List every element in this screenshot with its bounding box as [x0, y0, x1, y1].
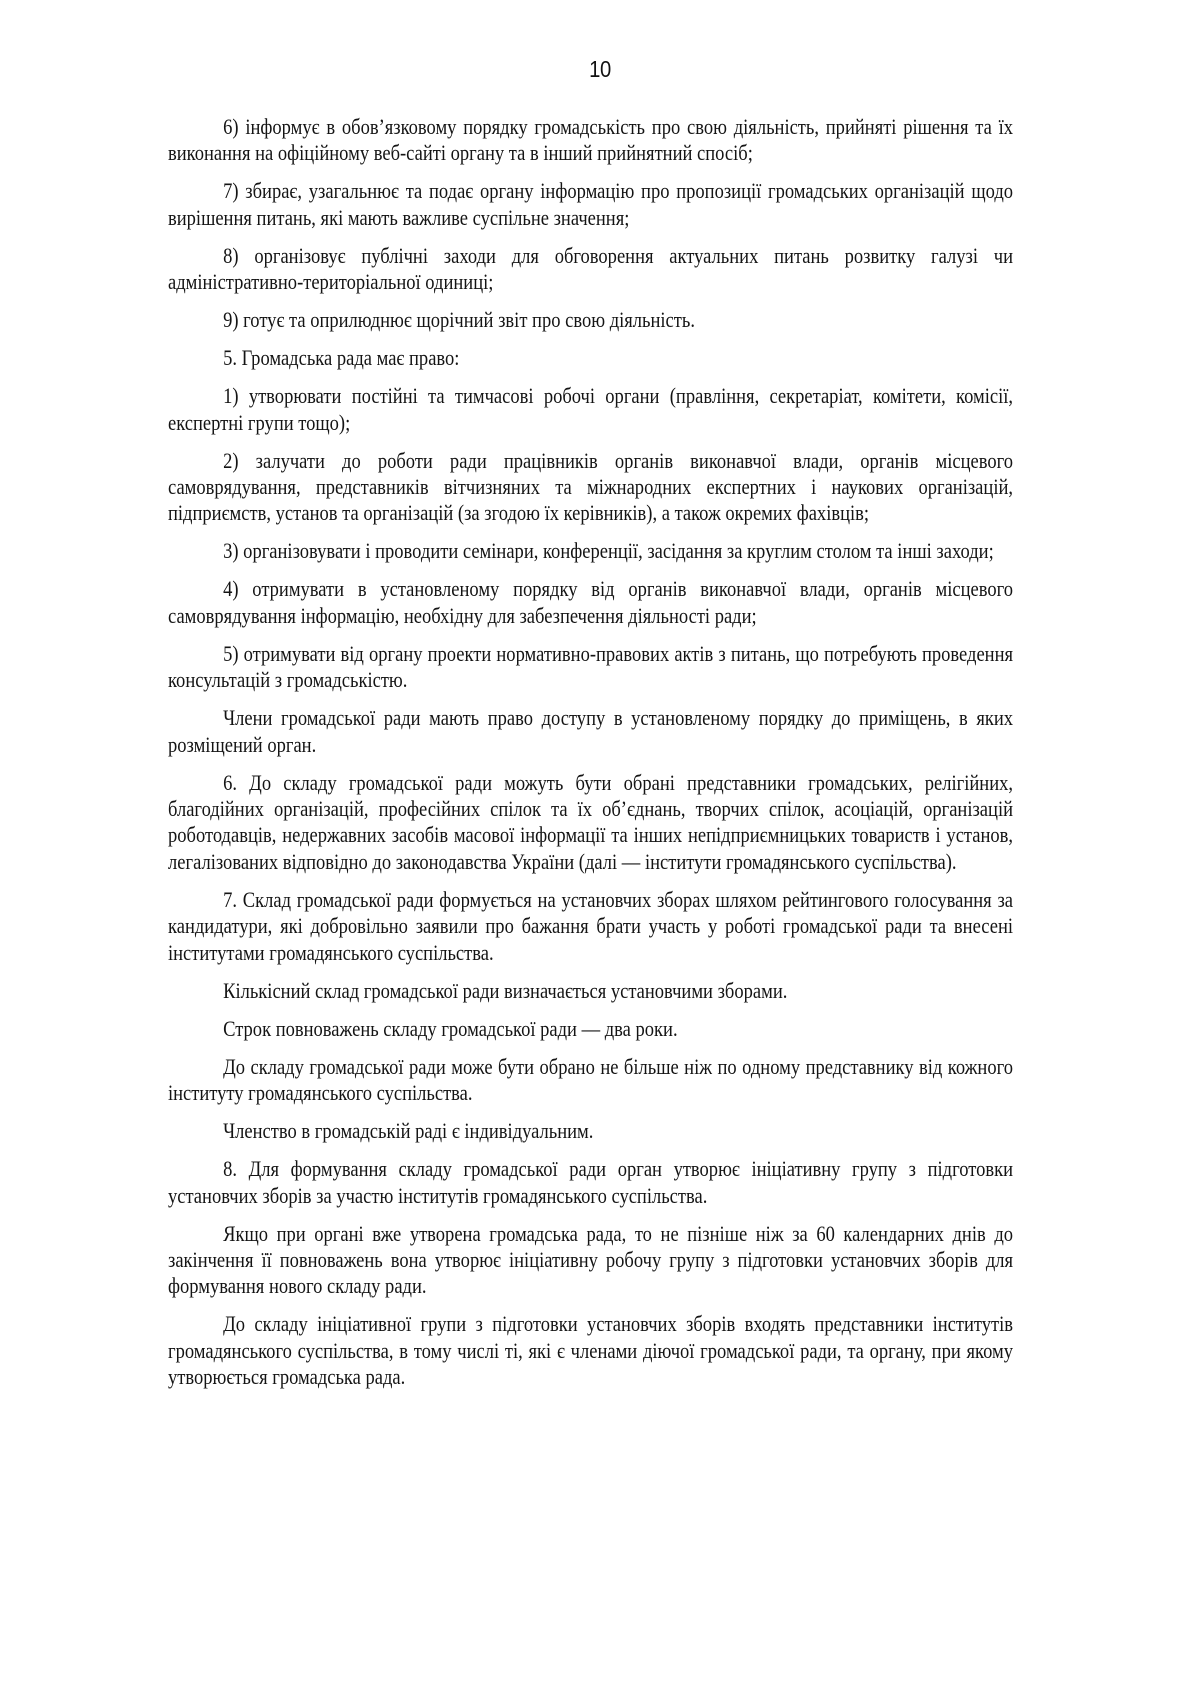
document-body [168, 114, 1013, 1402]
page-number: 10 [589, 56, 611, 82]
paragraph-item-6-inform-public: 6) інформує в обов’язковому порядку громадськість про свою діяльність, прийняті рішення та їх виконання на офіційному веб-сайті органу та в інший прийнятний спосіб; [168, 114, 1014, 166]
paragraph-existing-council: Якщо при органі вже утворена громадська рада, то не пізніше ніж за 60 календарних днів до закінчення її повноважень вона утворює ініціативну робочу групу з підготовки установчих зборів для формування нового складу ради. [168, 1220, 1014, 1299]
paragraph-individual-membership: Членство в громадській раді є індивідуальним. [223, 1118, 594, 1144]
paragraph-section-5-rights: 5. Громадська рада має право: [223, 345, 460, 371]
paragraph-item-8-public-events: 8) організовує публічні заходи для обговорення актуальних питань розвитку галузі чи адміністративно-територіальної одиниці; [168, 242, 1014, 295]
paragraph-right-5-draft-acts: 5) отримувати від органу проекти нормативно-правових актів з питань, що потребують проведення консультацій з громадськістю. [168, 640, 1014, 693]
paragraph-right-1-working-bodies: 1) утворювати постійні та тимчасові робочі органи (правління, секретаріат, комітети, комісії, експертні групи тощо); [168, 383, 1014, 435]
paragraph-quantitative-composition: Кількісний склад громадської ради визначається установчими зборами. [223, 977, 788, 1003]
paragraph-term-of-office: Строк повноважень складу громадської ради — два роки. [223, 1015, 678, 1041]
paragraph-section-6-composition: 6. До складу громадської ради можуть бути обрані представники громадських, релігійних, благодійних організацій, професійних спілок та їх об’єднань, творчих спілок, асоціацій, організацій роботодавців, недержавних засобів масової інформації та інших непідприємницьких товариств і установ, легалізованих відповідно до законодавства України (далі — інститути громадянського суспільства). [168, 769, 1014, 874]
paragraph-one-representative: До складу громадської ради може бути обрано не більше ніж по одному представнику від кожного інституту громадянського суспільства. [168, 1053, 1014, 1106]
paragraph-item-7-collect-proposals: 7) збирає, узагальнює та подає органу інформацію про пропозиції громадських організацій щодо вирішення питань, які мають важливе суспільне значення; [168, 178, 1014, 230]
paragraph-section-8-initiative-group: 8. Для формування складу громадської ради орган утворює ініціативну групу з підготовки установчих зборів за участю інститутів громадянського суспільства. [168, 1156, 1014, 1208]
paragraph-members-access: Члени громадської ради мають право доступу в установленому порядку до приміщень, в яких розміщений орган. [168, 705, 1014, 757]
paragraph-right-3-seminars: 3) організовувати і проводити семінари, конференції, засідання за круглим столом та інші заходи; [223, 538, 994, 564]
paragraph-item-9-annual-report: 9) готує та оприлюднює щорічний звіт про свою діяльність. [223, 307, 695, 333]
paragraph-right-4-obtain-info: 4) отримувати в установленому порядку від органів виконавчої влади, органів місцевого самоврядування інформацію, необхідну для забезпечення діяльності ради; [168, 576, 1014, 628]
paragraph-initiative-group-members: До складу ініціативної групи з підготовки установчих зборів входять представники інститутів громадянського суспільства, в тому числі ті, які є членами діючої громадської ради, та органу, при якому утворюється громадська рада. [168, 1311, 1014, 1390]
paragraph-section-7-formation: 7. Склад громадської ради формується на установчих зборах шляхом рейтингового голосування за кандидатури, які добровільно заявили про бажання брати участь у роботі громадської ради та внесені інститутами громадянського суспільства. [168, 886, 1014, 965]
paragraph-right-2-involve-workers: 2) залучати до роботи ради працівників органів виконавчої влади, органів місцевого самоврядування, представників вітчизняних та міжнародних експертних і наукових організацій, підприємств, установ та організацій (за згодою їх керівників), а також окремих фахівців; [168, 447, 1014, 526]
